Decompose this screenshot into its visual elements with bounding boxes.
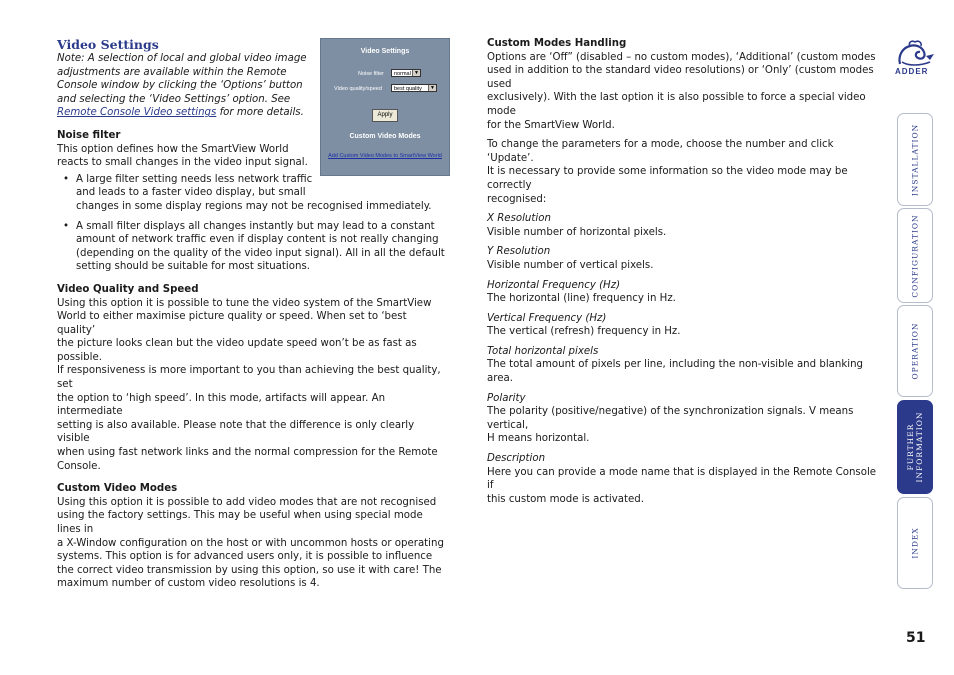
bullet-line: changes in some display regions may not be recognised immediately. xyxy=(76,200,432,212)
noise-filter-label: Noise filter xyxy=(358,71,384,77)
noise-filter-heading: Noise filter xyxy=(57,129,121,141)
tab-installation[interactable] xyxy=(897,113,933,206)
param-desc: The polarity (positive/negative) of the synchronization signals. V means vertical, xyxy=(487,406,854,431)
apply-button[interactable]: Apply xyxy=(372,109,398,122)
note-line: Console window by clicking the ‘Options’ button xyxy=(57,80,303,92)
body-line: systems. This option is for advanced users only, it is possible to influence xyxy=(57,551,433,563)
video-quality-select[interactable] xyxy=(391,84,437,92)
note-line: adjustments are available within the Remote xyxy=(57,66,287,78)
param-desc: The vertical (refresh) frequency in Hz. xyxy=(487,326,681,338)
body-line: This option defines how the SmartView World xyxy=(57,143,289,155)
param-name: Polarity xyxy=(487,392,526,404)
body-line: using the factory settings. This may be useful when using special mode lines in xyxy=(57,510,423,535)
video-settings-screenshot xyxy=(320,38,450,176)
tab-label: CONFIGURATION xyxy=(910,213,920,298)
note-line: and selecting the ‘Video Settings’ option. See xyxy=(57,93,291,105)
body-line: If responsiveness is more important to you than achieving the best quality, set xyxy=(57,365,441,391)
bullet-line: setting should be suitable for most situations. xyxy=(76,261,310,273)
body-line: Options are ‘Off” (disabled – no custom modes), ‘Additional’ (custom modes xyxy=(487,51,876,63)
tab-label: INDEX xyxy=(910,527,920,559)
logo-text: ADDER xyxy=(895,67,929,76)
body-line: setting is also available. Please note that the difference is only clearly visible xyxy=(57,419,415,445)
section-title: Video Settings xyxy=(57,37,159,52)
param-desc: H means horizontal. xyxy=(487,433,590,445)
video-quality-heading: Video Quality and Speed xyxy=(57,283,199,295)
body-line: recognised: xyxy=(487,193,547,205)
video-quality-value: best quality xyxy=(394,86,422,92)
note-tail: for more details. xyxy=(216,107,304,119)
body-line: the picture looks clean but the video update speed won’t be as fast as possible. xyxy=(57,338,417,363)
add-custom-video-modes-link[interactable]: Add Custom Video Modes to SmartView World xyxy=(328,153,442,159)
tab-operation[interactable] xyxy=(897,305,933,397)
body-line: a X-Window configuration on the host or with uncommon hosts or operating xyxy=(57,537,444,549)
param-name: Description xyxy=(487,453,546,465)
tab-index[interactable] xyxy=(897,497,933,589)
param-name: Total horizontal pixels xyxy=(487,345,599,357)
chevron-down-icon: ▼ xyxy=(428,85,436,91)
tab-further-information[interactable] xyxy=(897,400,933,494)
video-quality-label: Video quality/speed xyxy=(334,86,382,92)
right-column xyxy=(487,37,882,506)
remote-console-video-settings-link[interactable]: Remote Console Video settings xyxy=(57,107,217,119)
body-line: for the SmartView World. xyxy=(487,119,615,131)
body-line: To change the parameters for a mode, choose the number and click ‘Update’. xyxy=(487,139,834,164)
body-line: Using this option it is possible to add video modes that are not recognised xyxy=(57,496,437,508)
custom-modes-handling-heading: Custom Modes Handling xyxy=(487,38,627,49)
param-desc: Visible number of vertical pixels. xyxy=(487,259,654,271)
body-line: maximum number of custom video resolutions is 4. xyxy=(57,578,320,590)
tab-label-line: FURTHER xyxy=(906,423,915,471)
param-desc: The horizontal (line) frequency in Hz. xyxy=(487,293,676,305)
tab-configuration[interactable] xyxy=(897,208,933,303)
screenshot-title: Video Settings xyxy=(360,48,410,55)
param-desc: this custom mode is activated. xyxy=(487,493,644,505)
tab-label-line: INFORMATION xyxy=(915,411,924,483)
page-number: 51 xyxy=(906,630,926,646)
param-name: Horizontal Frequency (Hz) xyxy=(487,279,621,291)
body-line: the correct video transmission by using this option, so use it with care! The xyxy=(57,564,442,576)
bullet-line: amount of network traffic even if display content is not really changing xyxy=(76,234,439,246)
body-line: when using fast network links and the normal compression for the Remote xyxy=(57,447,438,459)
bullet-line: • A large filter setting needs less network traffic xyxy=(76,173,313,185)
param-desc: The total amount of pixels per line, including the non-visible and blanking area. xyxy=(487,359,863,385)
chevron-down-icon: ▼ xyxy=(412,70,420,76)
param-name: Vertical Frequency (Hz) xyxy=(487,312,607,324)
body-line: Using this option it is possible to tune the video system of the SmartView xyxy=(57,297,432,309)
note-line: Note: A selection of local and global video image xyxy=(57,53,307,64)
param-name: Y Resolution xyxy=(487,246,551,258)
custom-video-modes-heading: Custom Video Modes xyxy=(57,483,178,495)
body-line: exclusively). With the last option it is also possible to force a special video mode xyxy=(487,92,866,117)
body-line: It is necessary to provide some information so the video mode may be correctly xyxy=(487,166,848,191)
body-line: the option to ‘high speed’. In this mode, artifacts will appear. An intermediate xyxy=(57,392,386,418)
param-name: X Resolution xyxy=(487,213,551,225)
param-desc: Visible number of horizontal pixels. xyxy=(487,226,667,238)
custom-video-modes-title: Custom Video Modes xyxy=(349,133,421,140)
body-line: reacts to small changes in the video input signal. xyxy=(57,157,308,169)
list-item xyxy=(57,173,447,214)
body-line: World to either maximise picture quality or speed. When set to ‘best quality’ xyxy=(57,311,407,336)
body-line: used in addition to the standard video resolutions) or ‘Only’ (custom modes used xyxy=(487,65,874,90)
body-line: Console. xyxy=(57,460,101,472)
param-desc: Here you can provide a mode name that is displayed in the Remote Console if xyxy=(487,466,877,492)
noise-filter-select[interactable] xyxy=(391,69,421,77)
bullet-line: and leads to a faster video display, but small xyxy=(76,187,306,199)
tab-label xyxy=(906,412,924,483)
noise-filter-value: normal xyxy=(394,71,411,77)
bullet-line: • A small filter displays all changes instantly but may lead to a constant xyxy=(76,220,435,232)
list-item xyxy=(57,220,447,274)
bullet-line: (depending on the quality of the video input signal). All in all the default xyxy=(76,247,445,259)
tab-label: INSTALLATION xyxy=(910,123,920,196)
tab-label: OPERATION xyxy=(910,322,920,380)
